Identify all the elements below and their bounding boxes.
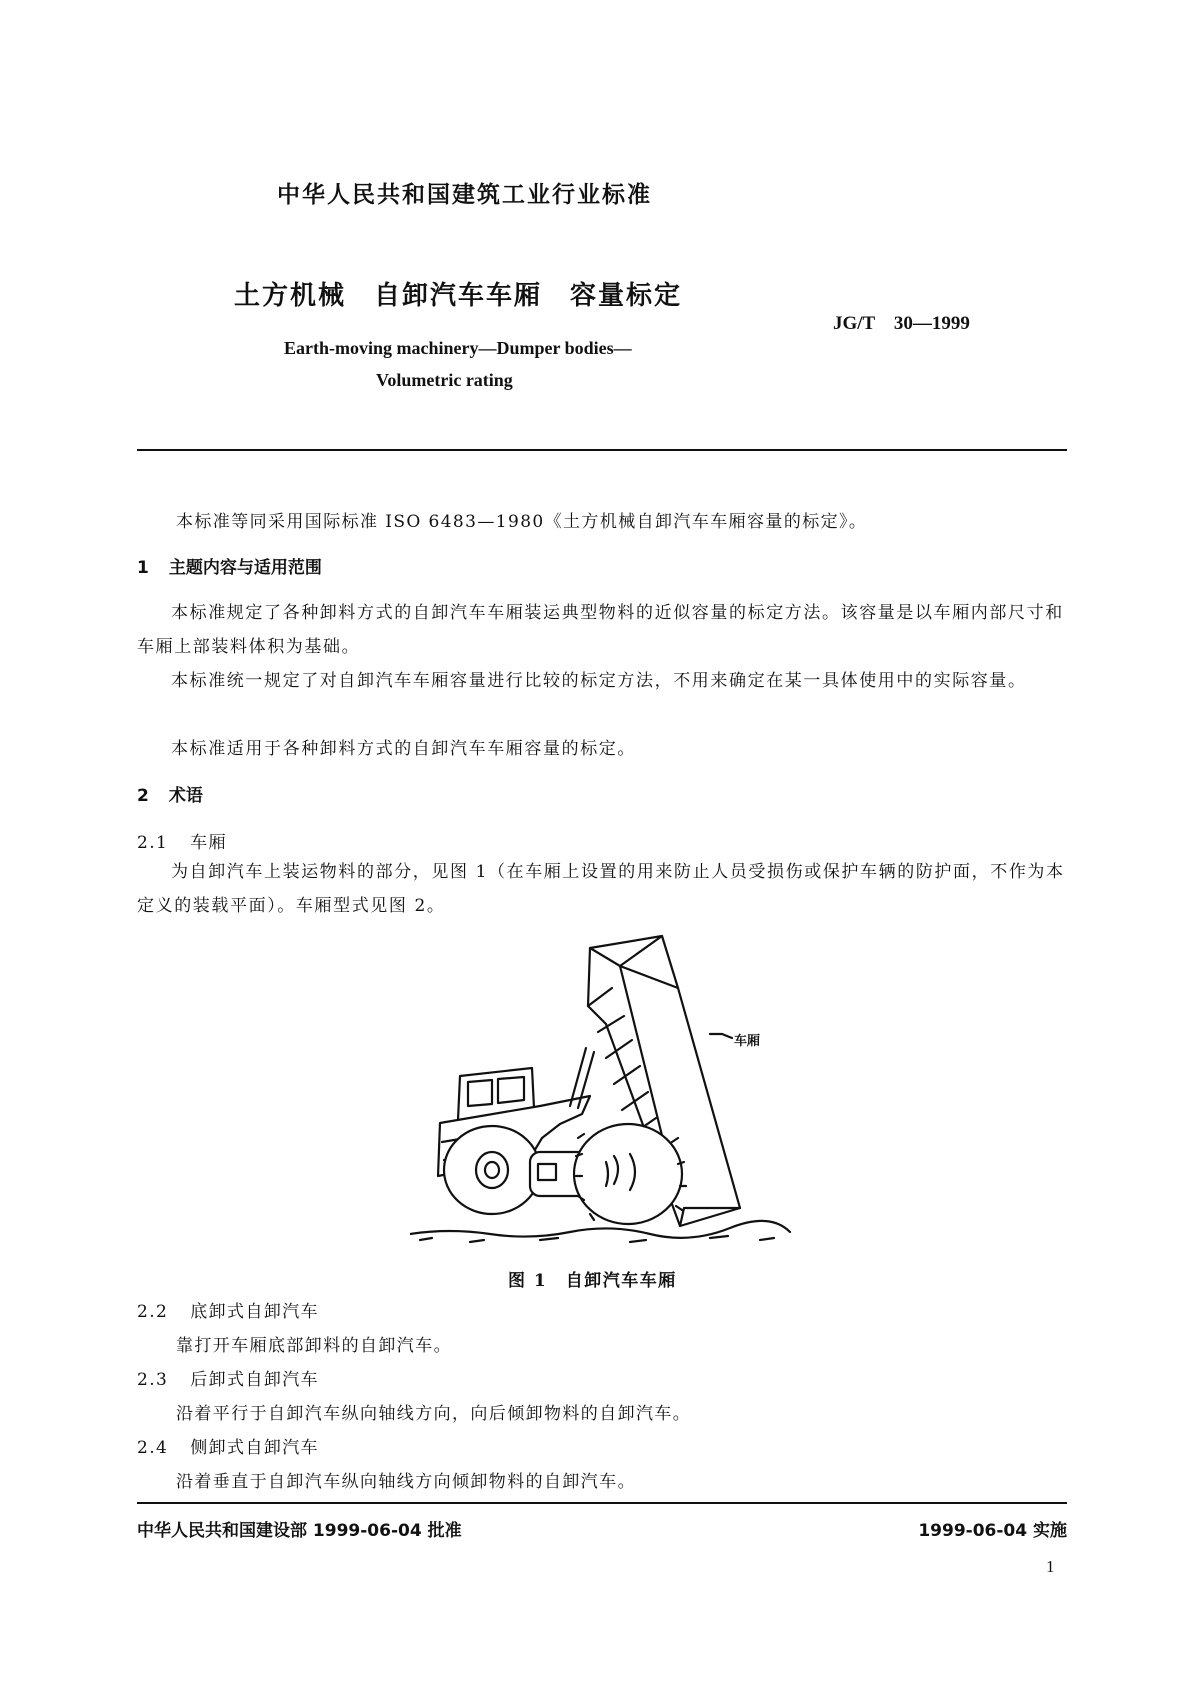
ground-line: [410, 1221, 790, 1238]
section2-number: 2: [137, 786, 149, 806]
term-2-2-number: 2.2: [137, 1302, 169, 1322]
term-2-4-heading: [137, 1433, 319, 1458]
figure-callout-label: 车厢: [734, 1034, 761, 1049]
section1-paragraph3: 本标准适用于各种卸料方式的自卸汽车车厢容量的标定。: [171, 739, 636, 759]
term-2-3-heading: [137, 1365, 319, 1390]
effective-date: 1999-06-04 实施: [918, 1521, 1067, 1541]
intro-paragraph: 本标准等同采用国际标准 ISO 6483—1980《土方机械自卸汽车车厢容量的标定》。: [176, 512, 868, 532]
section2-title: 术语: [168, 786, 203, 806]
rear-wheel: [574, 1124, 682, 1224]
term-2-1-label: 车厢: [190, 833, 228, 853]
section1-paragraph2: 本标准统一规定了对自卸汽车车厢容量进行比较的标定方法，不用来确定在某一具体使用中的实际容量。: [171, 671, 1027, 691]
section1-heading: [137, 553, 322, 578]
term-2-3-number: 2.3: [137, 1370, 169, 1390]
section1-number: 1: [137, 558, 149, 578]
figure-dump-truck: [410, 928, 800, 1258]
standard-code: JG/T 30—1999: [833, 313, 970, 334]
term-2-3-definition: 沿着平行于自卸汽车纵向轴线方向，向后倾卸物料的自卸汽车。: [176, 1404, 692, 1424]
section2-heading: [137, 781, 203, 806]
document-title-en-line2: Volumetric rating: [376, 370, 513, 390]
term-2-1-heading: [137, 828, 227, 853]
section1-paragraph1: 本标准规定了各种卸料方式的自卸汽车车厢装运典型物料的近似容量的标定方法。该容量是以车厢内部尺寸和车厢上部装料体积为基础。: [137, 603, 1064, 657]
document-title-cn: 土方机械 自卸汽车车厢 容量标定: [234, 281, 683, 311]
header-divider: [137, 449, 1067, 451]
document-title-en-line1: Earth-moving machinery—Dumper bodies—: [284, 338, 632, 358]
term-2-2-label: 底卸式自卸汽车: [190, 1302, 320, 1322]
term-2-1-number: 2.1: [137, 833, 169, 853]
term-2-4-label: 侧卸式自卸汽车: [190, 1438, 320, 1458]
term-2-1-definition: 为自卸汽车上装运物料的部分，见图 1（在车厢上设置的用来防止人员受损伤或保护车辆的防护面，不作为本定义的装载平面）。车厢型式见图 2。: [137, 862, 1065, 916]
page-number: 1: [1046, 1557, 1055, 1576]
term-2-4-number: 2.4: [137, 1438, 169, 1458]
term-2-2-definition: 靠打开车厢底部卸料的自卸汽车。: [176, 1336, 452, 1356]
footer-divider: [137, 1502, 1067, 1504]
term-2-2-heading: [137, 1297, 319, 1322]
term-2-3-label: 后卸式自卸汽车: [190, 1370, 320, 1390]
figure-caption: 图 1 自卸汽车车厢: [508, 1271, 677, 1291]
front-wheel: [444, 1126, 540, 1214]
section1-title: 主题内容与适用范围: [168, 558, 322, 578]
issuer-heading: 中华人民共和国建筑工业行业标准: [277, 182, 652, 208]
figure-callout-line: [710, 1034, 732, 1038]
term-2-4-definition: 沿着垂直于自卸汽车纵向轴线方向倾卸物料的自卸汽车。: [176, 1472, 636, 1492]
approval-statement: 中华人民共和国建设部 1999-06-04 批准: [137, 1521, 462, 1541]
